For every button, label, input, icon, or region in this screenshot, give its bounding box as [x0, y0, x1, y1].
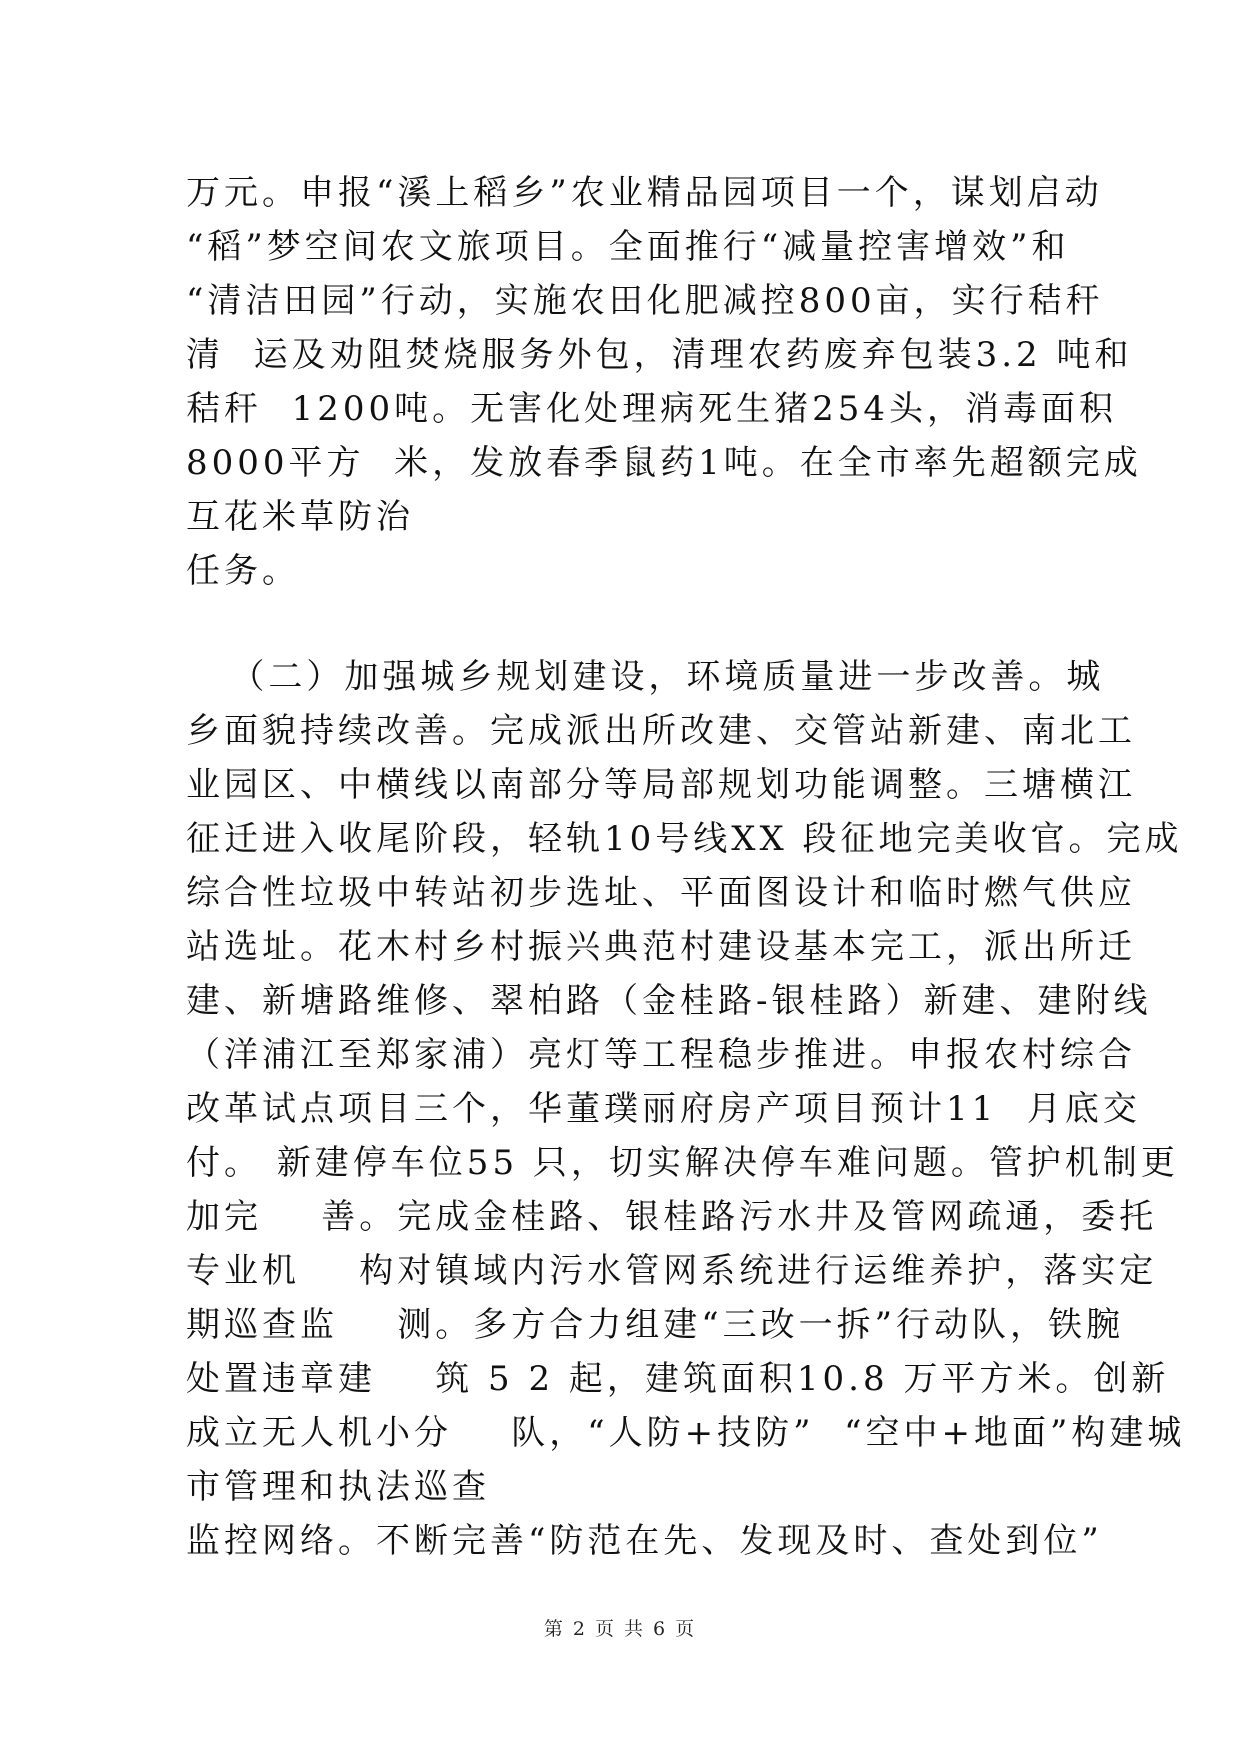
paragraph-urban-planning	[186, 650, 1186, 1568]
text-line: 清 运及劝阻焚烧服务外包，清理农药废弃包装3.2 吨和	[186, 335, 1133, 375]
paragraph-agriculture	[186, 166, 1142, 598]
text-line: 互花米草防治	[186, 497, 414, 537]
text-line: 站选址。花木村乡村振兴典范村建设基本完工，派出所迁	[186, 927, 1136, 967]
text-line: 加完 善。完成金桂路、银桂路污水井及管网疏通，委托	[186, 1197, 1158, 1237]
page-number-footer: 第 2 页 共 6 页	[543, 1618, 697, 1640]
text-line: “清洁田园”行动，实施农田化肥减控800亩，实行秸秆	[186, 281, 1104, 321]
text-line: 征迁进入收尾阶段，轻轨10号线XX 段征地完美收官。完成	[186, 819, 1183, 859]
text-line: 秸秆 1200吨。无害化处理病死生猪254头，消毒面积	[186, 389, 1118, 429]
text-line: （二）加强城乡规划建设，环境质量进一步改善。城	[186, 657, 1105, 697]
text-line: 万元。申报“溪上稻乡”农业精品园项目一个，谋划启动	[186, 173, 1103, 213]
text-line: 乡面貌持续改善。完成派出所改建、交管站新建、南北工	[186, 711, 1136, 751]
text-line: 业园区、中横线以南部分等局部规划功能调整。三塘横江	[186, 765, 1136, 805]
text-line: 改革试点项目三个，华董璞丽府房产项目预计11 月底交	[186, 1089, 1141, 1129]
text-line: 任务。	[186, 551, 300, 591]
text-line: 处置违章建 筑 5 2 起，建筑面积10.8 万平方米。创新	[186, 1359, 1170, 1399]
document-body	[186, 166, 1186, 1568]
text-line: 建、新塘路维修、翠柏路（金桂路-银桂路）新建、建附线	[186, 981, 1152, 1021]
text-line: 市管理和执法巡查	[186, 1467, 490, 1507]
text-line: 成立无人机小分 队，“人防+技防” “空中+地面”构建城	[186, 1413, 1186, 1453]
text-line: （洋浦江至郑家浦）亮灯等工程稳步推进。申报农村综合	[186, 1035, 1136, 1075]
text-line: 8000平方 米，发放春季鼠药1吨。在全市率先超额完成	[186, 443, 1142, 483]
text-line: 监控网络。不断完善“防范在先、发现及时、查处到位”	[186, 1521, 1103, 1561]
text-line: 期巡查监 测。多方合力组建“三改一拆”行动队，铁腕	[186, 1305, 1124, 1345]
text-line: “稻”梦空间农文旅项目。全面推行“减量控害增效”和	[186, 227, 1070, 267]
text-line: 综合性垃圾中转站初步选址、平面图设计和临时燃气供应	[186, 873, 1136, 913]
paragraph-spacer	[186, 598, 1086, 650]
text-line: 付。 新建停车位55 只，切实解决停车难问题。管护机制更	[186, 1143, 1179, 1183]
text-line: 专业机 构对镇域内污水管网系统进行运维养护，落实定	[186, 1251, 1158, 1291]
